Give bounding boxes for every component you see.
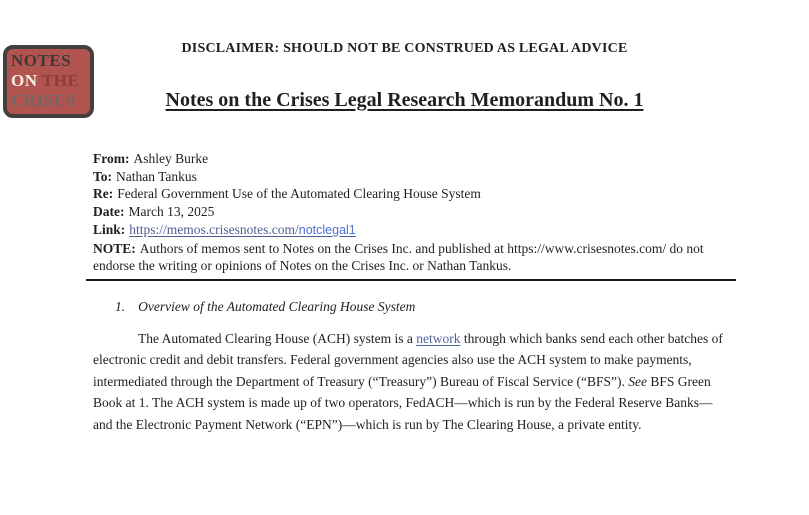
network-link[interactable]: network [416,330,461,346]
memo-field-link [93,221,727,240]
section-title: Overview of the Automated Clearing House System [138,298,416,314]
paragraph-text: The Automated Clearing House (ACH) system is a [138,330,417,346]
link-field-label: Link: [93,221,126,237]
memo-header-fields [93,150,727,221]
memo-field-from [93,150,727,168]
field-value: March 13, 2025 [128,204,215,220]
divider-rule [86,279,736,281]
field-value: Ashley Burke [133,151,209,166]
memo-url-link[interactable] [129,222,355,237]
notes-on-the-crises-logo [3,45,94,118]
citation-signal-italic: See [628,373,647,389]
note-field-label: NOTE: [93,240,136,256]
section-number: 1. [115,298,126,314]
section-heading [115,298,727,316]
logo-text-line: CRISES [11,91,76,110]
logo-text-line: ON THE [11,71,80,90]
field-label: Date: [93,204,125,220]
memo-field-to [93,168,727,186]
paragraph-text: BFS Green Book at 1. The ACH system is made up of two operators, FedACH—which is run by the Federal Reserve Banks—and the Electronic Payment Network (“EPN”)—which is run by The Clearing House, a private entity. [93,373,713,432]
memo-url-segment: https://memos.crisesnotes.com/ [129,221,299,237]
memo-document [0,40,809,435]
memo-field-re [93,185,727,203]
field-value: Federal Government Use of the Automated Clearing House System [117,186,481,202]
paragraph-text: through which banks send each other batches of electronic credit and debit transfers. Federal government agencies also use the ACH system to make payments, intermediated through the Department of Treasury (“Treasury”) Bureau of Fiscal Service (“BFS”). [93,330,723,389]
field-value: Nathan Tankus [116,168,197,184]
logo-text-line: NOTES [11,51,72,70]
disclaimer-text: DISCLAIMER: SHOULD NOT BE CONSTRUED AS LEGAL ADVICE [181,41,628,56]
memo-field-note [93,240,727,275]
memo-content [93,150,727,435]
memo-url-segment: notclegal1 [298,222,356,237]
memo-title [0,88,809,112]
field-label: From: [93,151,130,166]
memo-title-text: Notes on the Crises Legal Research Memorandum No. 1 [165,89,644,111]
field-label: To: [93,168,113,184]
memo-field-date [93,203,727,221]
body-paragraph [93,328,727,436]
field-label: Re: [93,186,114,202]
note-field-text: Authors of memos sent to Notes on the Crises Inc. and published at https://www.crisesnotes.com/ do not endorse the writing or opinions of Notes on the Crises Inc. or Nathan Tankus. [93,240,704,274]
